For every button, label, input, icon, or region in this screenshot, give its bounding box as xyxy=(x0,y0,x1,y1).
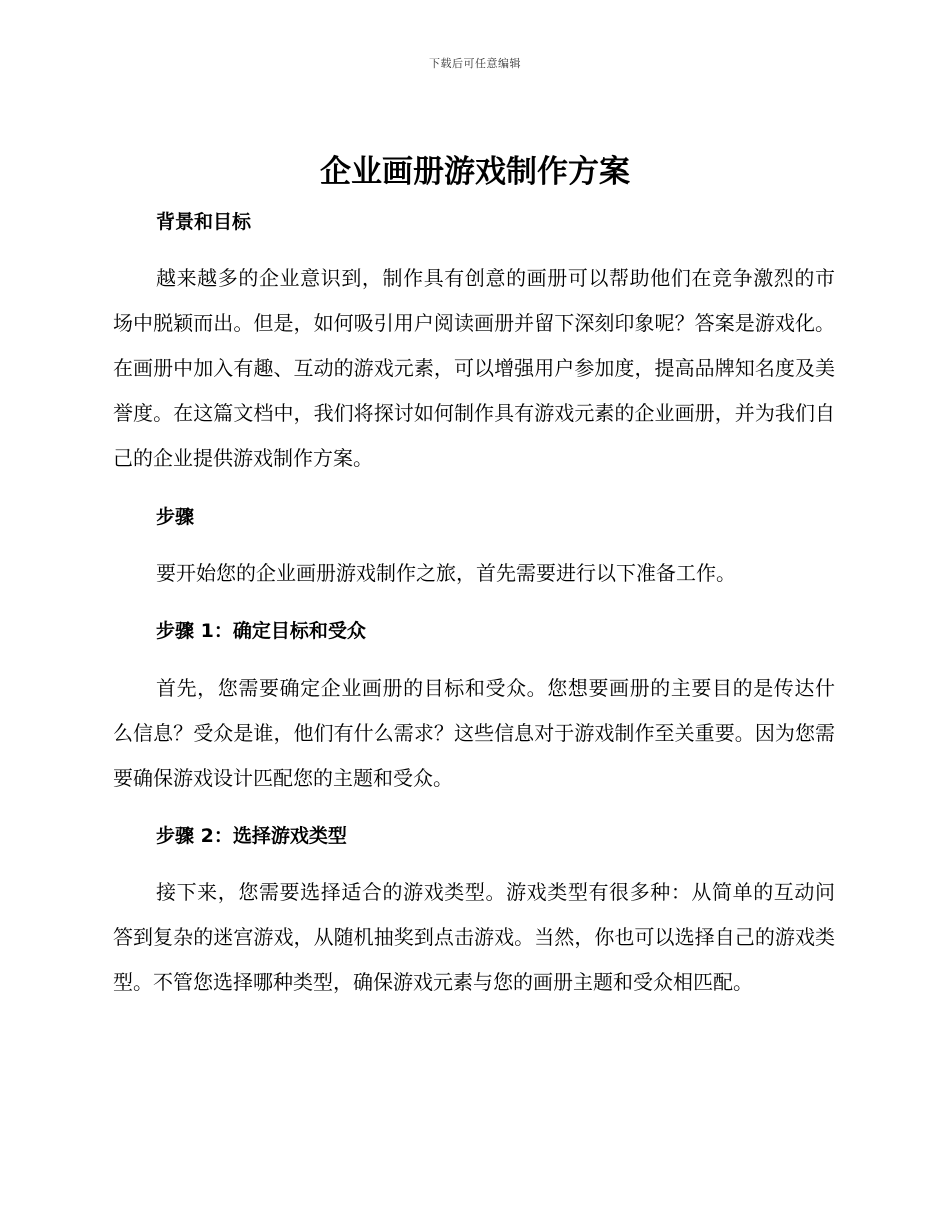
section-paragraph-step-2: 接下来，您需要选择适合的游戏类型。游戏类型有很多种：从简单的互动问答到复杂的迷宫游戏，从随机抽奖到点击游戏。当然，你也可以选择自己的游戏类型。不管您选择哪种类型，确保游戏元素与您的画册主题和受众相匹配。 xyxy=(113,880,835,994)
page-header: 下载后可任意编辑 xyxy=(429,57,521,70)
section-paragraph-steps: 要开始您的企业画册游戏制作之旅，首先需要进行以下准备工作。 xyxy=(156,561,736,585)
section-paragraph-step-1: 首先，您需要确定企业画册的目标和受众。您想要画册的主要目的是传达什么信息？受众是谁，他们有什么需求？这些信息对于游戏制作至关重要。因为您需要确保游戏设计匹配您的主题和受众。 xyxy=(113,676,835,790)
section-heading-steps: 步骤 xyxy=(156,506,195,528)
document-title: 企业画册游戏制作方案 xyxy=(320,154,630,190)
section-paragraph-background: 越来越多的企业意识到，制作具有创意的画册可以帮助他们在竞争激烈的市场中脱颖而出。但是，如何吸引用户阅读画册并留下深刻印象呢？答案是游戏化。在画册中加入有趣、互动的游戏元素，可以增强用户参加度，提高品牌知名度及美誉度。在这篇文档中，我们将探讨如何制作具有游戏元素的企业画册，并为我们自己的企业提供游戏制作方案。 xyxy=(113,266,835,470)
section-heading-step-1: 步骤 1：确定目标和受众 xyxy=(156,620,366,642)
section-heading-background: 背景和目标 xyxy=(156,211,252,233)
section-heading-step-2: 步骤 2：选择游戏类型 xyxy=(156,825,347,847)
